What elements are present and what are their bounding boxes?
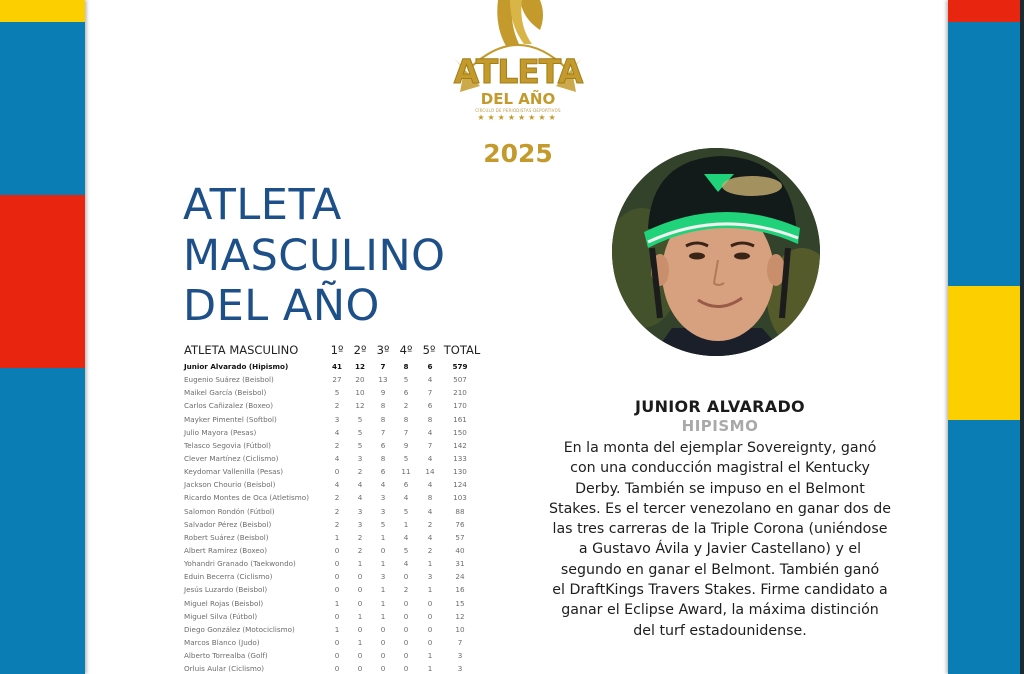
third-place-cell: 7 — [380, 427, 386, 437]
table-row — [184, 414, 484, 427]
bio-line: las tres carreras de la Triple Corona (uniéndose — [552, 521, 888, 538]
athlete-name-cell: Telasco Segovia (Fútbol) — [184, 440, 271, 450]
fourth-place-cell: 6 — [403, 480, 409, 490]
fifth-place-cell: 1 — [427, 585, 433, 595]
third-place-cell: 0 — [380, 624, 386, 634]
title-line-1: ATLETA — [183, 180, 342, 230]
second-place-cell: 1 — [357, 637, 363, 647]
second-place-cell: 3 — [357, 506, 363, 516]
athlete-name-cell: Salomon Rondón (Fútbol) — [184, 506, 275, 516]
athlete-name-cell: Robert Suárez (Beisbol) — [184, 532, 269, 542]
right-strip-band — [948, 286, 1020, 420]
first-place-cell: 1 — [334, 532, 340, 542]
header-3rd: 3º — [376, 343, 390, 357]
title-line-2: MASCULINO — [183, 230, 446, 281]
first-place-cell: 1 — [334, 598, 340, 608]
fifth-place-cell: 4 — [427, 453, 433, 463]
third-place-cell: 1 — [380, 559, 386, 569]
total-cell: 124 — [453, 480, 467, 490]
first-place-cell: 3 — [334, 414, 340, 424]
athlete-name-cell: Marcos Blanco (Judo) — [184, 637, 260, 647]
table-header — [184, 343, 484, 361]
second-place-cell: 0 — [357, 572, 363, 582]
fourth-place-cell: 8 — [403, 362, 409, 371]
fourth-place-cell: 0 — [403, 611, 409, 621]
fourth-place-cell: 1 — [403, 519, 409, 529]
table-row — [184, 584, 484, 597]
fourth-place-cell: 0 — [403, 637, 409, 647]
total-cell: 31 — [455, 559, 465, 569]
second-place-cell: 5 — [357, 440, 363, 450]
third-place-cell: 5 — [380, 519, 386, 529]
fifth-place-cell: 3 — [427, 572, 433, 582]
table-row — [184, 506, 484, 519]
second-place-cell: 2 — [357, 467, 363, 477]
athlete-name-cell: Jesús Luzardo (Beisbol) — [184, 585, 268, 595]
table-row — [184, 598, 484, 611]
fifth-place-cell: 6 — [427, 401, 433, 411]
header-4th: 4º — [399, 343, 413, 357]
table-row — [184, 453, 484, 466]
first-place-cell: 5 — [334, 388, 340, 398]
third-place-cell: 1 — [380, 585, 386, 595]
page-title — [183, 180, 445, 332]
third-place-cell: 3 — [380, 493, 386, 503]
fifth-place-cell: 0 — [427, 611, 433, 621]
right-strip-band — [948, 420, 1020, 674]
table-row — [184, 558, 484, 571]
fourth-place-cell: 4 — [403, 559, 409, 569]
table-row — [184, 624, 484, 637]
fourth-place-cell: 5 — [403, 506, 409, 516]
second-place-cell: 0 — [357, 651, 363, 661]
first-place-cell: 1 — [334, 624, 340, 634]
bio-line: el DraftKings Travers Stakes. Firme candidato a — [552, 582, 888, 599]
third-place-cell: 4 — [380, 480, 386, 490]
logo-subtitle: DEL AÑO — [480, 90, 556, 108]
left-strip-band — [0, 195, 85, 368]
athlete-name-cell: Diego González (Motociclismo) — [184, 624, 295, 634]
total-cell: 507 — [453, 375, 467, 385]
bio-line: a Gustavo Ávila y Javier Castellano) y el — [578, 541, 862, 558]
fifth-place-cell: 14 — [425, 467, 435, 477]
fourth-place-cell: 0 — [403, 624, 409, 634]
left-strip-band — [0, 22, 85, 195]
athlete-name-cell: Miguel Rojas (Beisbol) — [184, 598, 264, 608]
first-place-cell: 0 — [334, 467, 340, 477]
fifth-place-cell: 1 — [427, 559, 433, 569]
third-place-cell: 0 — [380, 664, 386, 674]
fourth-place-cell: 7 — [403, 427, 409, 437]
athlete-photo — [612, 148, 820, 356]
athlete-name-cell: Clever Martínez (Ciclismo) — [184, 453, 279, 463]
fourth-place-cell: 11 — [401, 467, 411, 477]
first-place-cell: 0 — [334, 572, 340, 582]
athlete-name-cell: Eugenio Suárez (Beisbol) — [184, 375, 274, 385]
total-cell: 161 — [453, 414, 467, 424]
total-cell: 12 — [455, 611, 465, 621]
first-place-cell: 0 — [334, 545, 340, 555]
left-strip-band — [0, 368, 85, 674]
second-place-cell: 5 — [357, 427, 363, 437]
table-row — [184, 571, 484, 584]
second-place-cell: 0 — [357, 664, 363, 674]
bio-line: con una conducción magistral el Kentucky — [570, 460, 870, 477]
athlete-name-cell: Albert Ramírez (Boxeo) — [184, 545, 268, 555]
table-row — [184, 545, 484, 558]
third-place-cell: 9 — [380, 388, 386, 398]
fifth-place-cell: 0 — [427, 637, 433, 647]
fourth-place-cell: 2 — [403, 585, 409, 595]
first-place-cell: 0 — [334, 664, 340, 674]
third-place-cell: 3 — [380, 572, 386, 582]
table-row — [184, 611, 484, 624]
table-row — [184, 400, 484, 413]
second-place-cell: 2 — [357, 532, 363, 542]
table-row — [184, 440, 484, 453]
table-row — [184, 650, 484, 663]
table-row — [184, 519, 484, 532]
athlete-name-cell: Salvador Pérez (Beisbol) — [184, 519, 272, 529]
second-place-cell: 20 — [355, 375, 365, 385]
athlete-name-cell: Miguel Silva (Fútbol) — [184, 611, 258, 621]
second-place-cell: 5 — [357, 414, 363, 424]
fourth-place-cell: 2 — [403, 401, 409, 411]
first-place-cell: 0 — [334, 637, 340, 647]
athlete-name-cell: Mayker Pimentel (Softbol) — [184, 414, 277, 424]
header-2nd: 2º — [353, 343, 367, 357]
right-color-strip — [948, 0, 1020, 674]
second-place-cell: 3 — [357, 453, 363, 463]
total-cell: 103 — [453, 493, 467, 503]
fifth-place-cell: 7 — [427, 388, 433, 398]
logo-year: 2025 — [483, 139, 553, 168]
total-cell: 150 — [453, 427, 467, 437]
second-place-cell: 1 — [357, 559, 363, 569]
bio-line: ganar el Eclipse Award, la máxima distinción — [561, 602, 879, 619]
fifth-place-cell: 4 — [427, 506, 433, 516]
atleta-del-ano-logo — [440, 0, 596, 175]
bio-line: Stakes. Es el tercer venezolano en ganar dos de — [549, 500, 891, 517]
fifth-place-cell: 8 — [427, 493, 433, 503]
fourth-place-cell: 5 — [403, 453, 409, 463]
jockey-portrait-icon — [612, 148, 820, 356]
table-row — [184, 374, 484, 387]
table-row — [184, 479, 484, 492]
bio-line: segundo en ganar el Belmont. También ganó — [560, 561, 880, 578]
third-place-cell: 1 — [380, 598, 386, 608]
fifth-place-cell: 1 — [427, 664, 433, 674]
second-place-cell: 1 — [357, 611, 363, 621]
table-row — [184, 361, 484, 374]
fifth-place-cell: 4 — [427, 375, 433, 385]
athlete-name-cell: Junior Alvarado (Hipismo) — [184, 362, 289, 371]
third-place-cell: 8 — [380, 453, 386, 463]
fifth-place-cell: 4 — [427, 532, 433, 542]
fourth-place-cell: 6 — [403, 388, 409, 398]
fifth-place-cell: 0 — [427, 624, 433, 634]
athlete-name-cell: Julio Mayora (Pesas) — [184, 427, 257, 437]
third-place-cell: 8 — [380, 414, 386, 424]
table-row — [184, 427, 484, 440]
third-place-cell: 0 — [380, 651, 386, 661]
fifth-place-cell: 4 — [427, 427, 433, 437]
right-edge-shadow — [1020, 0, 1024, 674]
fifth-place-cell: 4 — [427, 480, 433, 490]
bio-line: del turf estadounidense. — [633, 622, 807, 639]
fifth-place-cell: 7 — [427, 440, 433, 450]
table-row — [184, 637, 484, 650]
fourth-place-cell: 9 — [403, 440, 409, 450]
first-place-cell: 2 — [334, 440, 340, 450]
athlete-name-cell: Eduin Becerra (Ciclismo) — [184, 572, 273, 582]
fifth-place-cell: 1 — [427, 651, 433, 661]
third-place-cell: 6 — [380, 467, 386, 477]
total-cell: 7 — [457, 637, 463, 647]
bio-line: Derby. También se impuso en el Belmont — [575, 480, 865, 497]
total-cell: 3 — [457, 664, 463, 674]
right-strip-band — [948, 22, 1020, 286]
table-row — [184, 387, 484, 400]
total-cell: 15 — [455, 598, 465, 608]
total-cell: 170 — [453, 401, 467, 411]
total-cell: 579 — [452, 362, 468, 371]
table-body — [184, 361, 484, 674]
second-place-cell: 4 — [357, 480, 363, 490]
fifth-place-cell: 8 — [427, 414, 433, 424]
total-cell: 76 — [455, 519, 465, 529]
third-place-cell: 3 — [380, 506, 386, 516]
fifth-place-cell: 0 — [427, 598, 433, 608]
total-cell: 130 — [453, 467, 467, 477]
fourth-place-cell: 5 — [403, 375, 409, 385]
fifth-place-cell: 2 — [427, 519, 433, 529]
second-place-cell: 3 — [357, 519, 363, 529]
second-place-cell: 12 — [354, 362, 365, 371]
stars-icon: ★★★★★★★★ — [477, 113, 559, 122]
second-place-cell: 10 — [355, 388, 365, 398]
third-place-cell: 6 — [380, 440, 386, 450]
header-1st: 1º — [330, 343, 344, 357]
total-cell: 133 — [453, 453, 467, 463]
first-place-cell: 0 — [334, 585, 340, 595]
first-place-cell: 4 — [334, 453, 340, 463]
fourth-place-cell: 8 — [403, 414, 409, 424]
total-cell: 10 — [455, 624, 465, 634]
second-place-cell: 12 — [355, 401, 365, 411]
athlete-name-cell: Keydomar Vallenilla (Pesas) — [184, 467, 284, 477]
third-place-cell: 8 — [380, 401, 386, 411]
header-total: TOTAL — [443, 343, 481, 357]
third-place-cell: 0 — [380, 545, 386, 555]
title-line-3: DEL AÑO — [183, 281, 380, 331]
third-place-cell: 0 — [380, 637, 386, 647]
second-place-cell: 0 — [357, 624, 363, 634]
total-cell: 210 — [453, 388, 467, 398]
logo-tagline: CÍRCULO DE PERIODISTAS DEPORTIVOS — [475, 108, 561, 113]
total-cell: 57 — [455, 532, 465, 542]
left-color-strip — [0, 0, 85, 674]
logo-wordmark: ATLETA — [453, 52, 583, 91]
first-place-cell: 4 — [334, 427, 340, 437]
first-place-cell: 2 — [334, 401, 340, 411]
total-cell: 40 — [455, 545, 465, 555]
athlete-bio — [530, 397, 910, 641]
third-place-cell: 7 — [380, 362, 386, 371]
table-row — [184, 663, 484, 674]
athlete-description — [530, 438, 910, 641]
athlete-name-cell: Carlos Cañizalez (Boxeo) — [184, 401, 273, 411]
third-place-cell: 1 — [380, 611, 386, 621]
header-5th: 5º — [422, 343, 436, 357]
athlete-name-cell: Jackson Chourio (Beisbol) — [184, 480, 276, 490]
total-cell: 24 — [455, 572, 465, 582]
fourth-place-cell: 5 — [403, 545, 409, 555]
first-place-cell: 41 — [331, 362, 342, 371]
first-place-cell: 0 — [334, 611, 340, 621]
first-place-cell: 0 — [334, 651, 340, 661]
ranking-table — [184, 343, 484, 674]
first-place-cell: 2 — [334, 519, 340, 529]
first-place-cell: 27 — [332, 375, 342, 385]
fourth-place-cell: 0 — [403, 572, 409, 582]
third-place-cell: 1 — [380, 532, 386, 542]
athlete-name-cell: Orluis Aular (Ciclismo) — [184, 664, 265, 674]
fourth-place-cell: 0 — [403, 651, 409, 661]
first-place-cell: 0 — [334, 559, 340, 569]
second-place-cell: 2 — [357, 545, 363, 555]
athlete-name-cell: Ricardo Montes de Oca (Atletismo) — [184, 493, 310, 503]
fourth-place-cell: 4 — [403, 493, 409, 503]
athlete-name-cell: Maikel García (Beisbol) — [184, 388, 267, 398]
total-cell: 142 — [453, 440, 467, 450]
table-row — [184, 466, 484, 479]
athlete-name-cell: Alberto Torrealba (Golf) — [184, 651, 268, 661]
fourth-place-cell: 4 — [403, 532, 409, 542]
fifth-place-cell: 6 — [427, 362, 433, 371]
athlete-name-cell: Yohandri Granado (Taekwondo) — [184, 559, 296, 569]
second-place-cell: 4 — [357, 493, 363, 503]
header-athlete: ATLETA MASCULINO — [184, 343, 299, 357]
table-row — [184, 492, 484, 505]
second-place-cell: 0 — [357, 585, 363, 595]
table-row — [184, 532, 484, 545]
bio-line: En la monta del ejemplar Sovereignty, ganó — [563, 440, 877, 456]
athlete-name: JUNIOR ALVARADO — [635, 397, 805, 416]
third-place-cell: 13 — [378, 375, 388, 385]
right-strip-band — [948, 0, 1020, 22]
fourth-place-cell: 0 — [403, 598, 409, 608]
fourth-place-cell: 0 — [403, 664, 409, 674]
fifth-place-cell: 2 — [427, 545, 433, 555]
second-place-cell: 0 — [357, 598, 363, 608]
left-strip-band — [0, 0, 85, 22]
first-place-cell: 4 — [334, 480, 340, 490]
total-cell: 88 — [455, 506, 465, 516]
total-cell: 16 — [455, 585, 465, 595]
total-cell: 3 — [457, 651, 463, 661]
athlete-sport: HIPISMO — [681, 417, 759, 435]
first-place-cell: 2 — [334, 493, 340, 503]
first-place-cell: 2 — [334, 506, 340, 516]
